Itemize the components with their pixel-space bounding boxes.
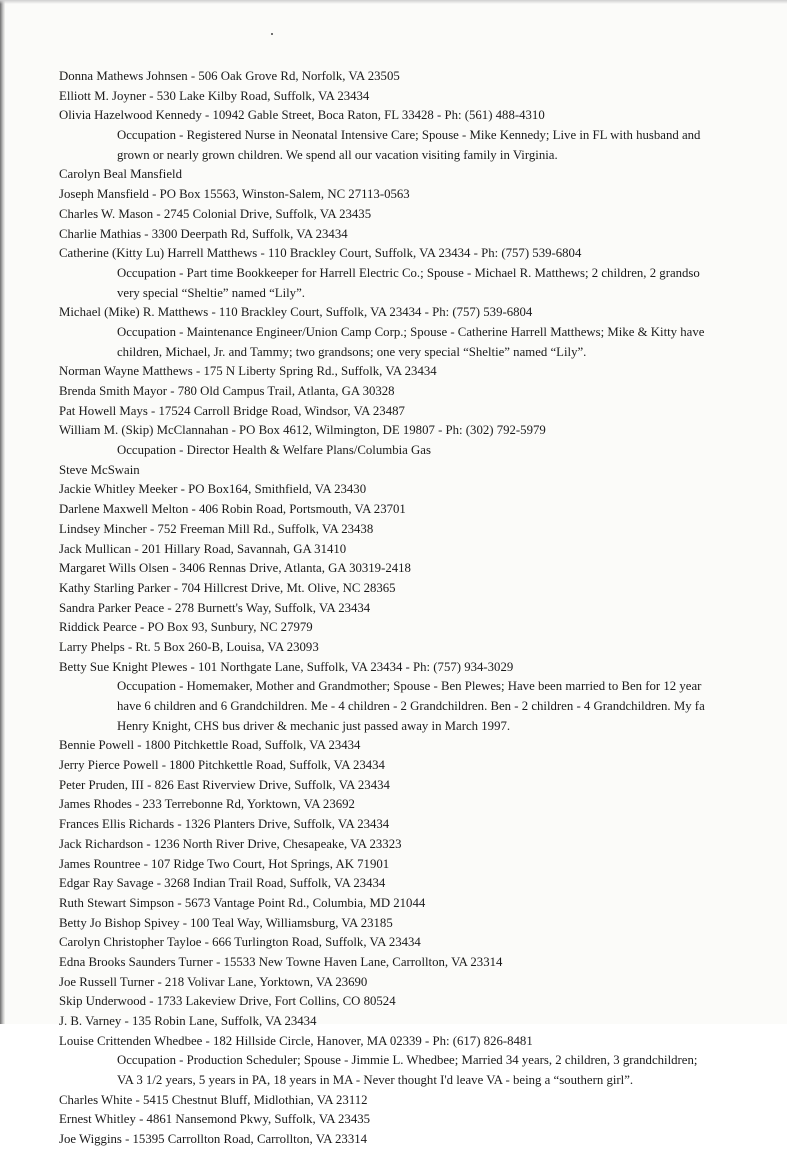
entry-name-address: Lindsey Mincher - 752 Freeman Mill Rd., Suffolk, VA 23438 — [59, 521, 374, 536]
directory-entry — [59, 992, 787, 1012]
entry-name-address: Kathy Starling Parker - 704 Hillcrest Drive, Mt. Olive, NC 28365 — [59, 580, 396, 595]
entry-name-address: Peter Pruden, III - 826 East Riverview Drive, Suffolk, VA 23434 — [59, 777, 390, 792]
directory-entry — [59, 382, 787, 402]
directory-entry — [59, 1130, 787, 1150]
directory-entry — [59, 1110, 787, 1130]
entry-name-address: Pat Howell Mays - 17524 Carroll Bridge Road, Windsor, VA 23487 — [59, 403, 405, 418]
entry-name-address: Jack Richardson - 1236 North River Drive, Chesapeake, VA 23323 — [59, 836, 402, 851]
entry-name-address: Betty Jo Bishop Spivey - 100 Teal Way, Williamsburg, VA 23185 — [59, 915, 393, 930]
entry-name-address: Joe Wiggins - 15395 Carrollton Road, Carrollton, VA 23314 — [59, 1132, 368, 1147]
entry-name-address: Charlie Mathias - 3300 Deerpath Rd, Suffolk, VA 23434 — [59, 226, 348, 241]
directory-entry — [59, 87, 787, 107]
directory-entry — [59, 303, 787, 362]
entry-name-address: Ruth Stewart Simpson - 5673 Vantage Point Rd., Columbia, MD 21044 — [59, 895, 426, 910]
entry-name-address: Edgar Ray Savage - 3268 Indian Trail Road, Suffolk, VA 23434 — [59, 876, 386, 891]
directory-entry — [59, 973, 787, 993]
directory-entry — [59, 579, 787, 599]
entry-name-address: Riddick Pearce - PO Box 93, Sunbury, NC 27979 — [59, 620, 313, 635]
entry-detail-line: very special “Sheltie” named “Lily”. — [117, 285, 305, 300]
directory-entry — [59, 67, 787, 87]
directory-entry — [59, 658, 787, 737]
entry-name-address: Steve McSwain — [59, 462, 140, 477]
directory-entry — [59, 618, 787, 638]
entry-detail-line: have 6 children and 6 Grandchildren. Me - 4 children - 2 Grandchildren. Ben - 2 children - 4 Grandchildren. My fa — [117, 699, 705, 713]
scanned-page-edge — [0, 0, 5, 1024]
directory-entry — [59, 520, 787, 540]
directory-entry — [59, 225, 787, 245]
alumni-directory-list — [59, 67, 787, 1150]
directory-entry — [59, 461, 787, 481]
directory-entry — [59, 244, 787, 303]
directory-entry — [59, 736, 787, 756]
directory-entry — [59, 874, 787, 894]
directory-entry — [59, 402, 787, 422]
entry-name-address: Frances Ellis Richards - 1326 Planters Drive, Suffolk, VA 23434 — [59, 817, 390, 832]
directory-entry — [59, 185, 787, 205]
scan-speck — [271, 33, 273, 35]
entry-name-address: Charles White - 5415 Chestnut Bluff, Midlothian, VA 23112 — [59, 1092, 368, 1107]
directory-entry — [59, 599, 787, 619]
directory-entry — [59, 421, 787, 460]
directory-entry — [59, 205, 787, 225]
entry-name-address: Joseph Mansfield - PO Box 15563, Winston-Salem, NC 27113-0563 — [59, 187, 410, 202]
directory-entry — [59, 953, 787, 973]
directory-entry — [59, 855, 787, 875]
entry-detail-line: Occupation - Director Health & Welfare Plans/Columbia Gas — [117, 443, 431, 458]
entry-name-address: Norman Wayne Matthews - 175 N Liberty Spring Rd., Suffolk, VA 23434 — [59, 364, 437, 379]
directory-entry — [59, 776, 787, 796]
entry-name-address: James Rhodes - 233 Terrebonne Rd, Yorktown, VA 23692 — [59, 797, 355, 812]
directory-entry — [59, 1091, 787, 1111]
entry-name-address: Brenda Smith Mayor - 780 Old Campus Trail, Atlanta, GA 30328 — [59, 384, 395, 398]
entry-name-address: Louise Crittenden Whedbee - 182 Hillside Circle, Hanover, MA 02339 - Ph: (617) 826-8481 — [59, 1033, 533, 1048]
entry-detail-line: Occupation - Homemaker, Mother and Grandmother; Spouse - Ben Plewes; Have been married to Ben for 12 year — [117, 679, 702, 694]
entry-name-address: Edna Brooks Saunders Turner - 15533 New Towne Haven Lane, Carrollton, VA 23314 — [59, 954, 503, 969]
entry-detail-line: grown or nearly grown children. We spend all our vacation visiting family in Virginia. — [117, 147, 558, 162]
entry-name-address: Bennie Powell - 1800 Pitchkettle Road, Suffolk, VA 23434 — [59, 738, 361, 753]
entry-name-address: Charles W. Mason - 2745 Colonial Drive, Suffolk, VA 23435 — [59, 206, 372, 221]
entry-name-address: Jerry Pierce Powell - 1800 Pitchkettle Road, Suffolk, VA 23434 — [59, 758, 385, 773]
entry-name-address: William M. (Skip) McClannahan - PO Box 4612, Wilmington, DE 19807 - Ph: (302) 792-5979 — [59, 423, 546, 438]
directory-entry — [59, 480, 787, 500]
entry-name-address: Jack Mullican - 201 Hillary Road, Savannah, GA 31410 — [59, 541, 347, 556]
entry-name-address: Joe Russell Turner - 218 Volivar Lane, Yorktown, VA 23690 — [59, 974, 368, 989]
scanned-top-edge — [0, 0, 787, 4]
entry-name-address: Elliott M. Joyner - 530 Lake Kilby Road, Suffolk, VA 23434 — [59, 88, 370, 103]
entry-name-address: Skip Underwood - 1733 Lakeview Drive, Fort Collins, CO 80524 — [59, 994, 396, 1009]
directory-entry — [59, 933, 787, 953]
entry-name-address: Carolyn Christopher Tayloe - 666 Turlington Road, Suffolk, VA 23434 — [59, 935, 421, 950]
directory-entry — [59, 165, 787, 185]
entry-detail-line: Occupation - Maintenance Engineer/Union Camp Corp.; Spouse - Catherine Harrell Matthews; Mike & Kitty have — [117, 324, 705, 339]
entry-detail-line: Henry Knight, CHS bus driver & mechanic just passed away in March 1997. — [117, 718, 511, 733]
directory-entry — [59, 756, 787, 776]
directory-entry — [59, 559, 787, 579]
entry-name-address: Margaret Wills Olsen - 3406 Rennas Drive, Atlanta, GA 30319-2418 — [59, 561, 411, 576]
entry-name-address: Carolyn Beal Mansfield — [59, 167, 182, 182]
entry-name-address: Sandra Parker Peace - 278 Burnett's Way, Suffolk, VA 23434 — [59, 600, 371, 615]
directory-entry — [59, 1032, 787, 1091]
directory-entry — [59, 914, 787, 934]
directory-entry — [59, 815, 787, 835]
entry-name-address: James Rountree - 107 Ridge Two Court, Hot Springs, AK 71901 — [59, 856, 390, 871]
entry-name-address: Larry Phelps - Rt. 5 Box 260-B, Louisa, VA 23093 — [59, 639, 319, 654]
entry-detail-line: Occupation - Registered Nurse in Neonatal Intensive Care; Spouse - Mike Kennedy; Live in FL with husband and — [117, 128, 701, 143]
entry-name-address: Jackie Whitley Meeker - PO Box164, Smithfield, VA 23430 — [59, 482, 367, 497]
entry-name-address: Ernest Whitley - 4861 Nansemond Pkwy, Suffolk, VA 23435 — [59, 1112, 371, 1127]
entry-name-address: Darlene Maxwell Melton - 406 Robin Road, Portsmouth, VA 23701 — [59, 502, 406, 517]
entry-detail-line: VA 3 1/2 years, 5 years in PA, 18 years in MA - Never thought I'd leave VA - being a “southern girl”. — [117, 1073, 634, 1088]
entry-name-address: Catherine (Kitty Lu) Harrell Matthews - 110 Brackley Court, Suffolk, VA 23434 - Ph: (757) 539-6804 — [59, 246, 582, 261]
entry-name-address: Betty Sue Knight Plewes - 101 Northgate Lane, Suffolk, VA 23434 - Ph: (757) 934-3029 — [59, 659, 514, 674]
directory-entry — [59, 795, 787, 815]
entry-name-address: Michael (Mike) R. Matthews - 110 Brackley Court, Suffolk, VA 23434 - Ph: (757) 539-6804 — [59, 305, 533, 320]
entry-detail-line: children, Michael, Jr. and Tammy; two grandsons; one very special “Sheltie” named “Lily”. — [117, 344, 587, 359]
directory-entry — [59, 894, 787, 914]
entry-detail-line: Occupation - Production Scheduler; Spouse - Jimmie L. Whedbee; Married 34 years, 2 children, 3 grandchildren; — [117, 1053, 698, 1068]
directory-entry — [59, 362, 787, 382]
entry-name-address: Olivia Hazelwood Kennedy - 10942 Gable Street, Boca Raton, FL 33428 - Ph: (561) 488-4310 — [59, 108, 545, 123]
directory-entry — [59, 500, 787, 520]
entry-name-address: Donna Mathews Johnsen - 506 Oak Grove Rd, Norfolk, VA 23505 — [59, 69, 400, 83]
directory-entry — [59, 106, 787, 165]
directory-entry — [59, 835, 787, 855]
entry-name-address: J. B. Varney - 135 Robin Lane, Suffolk, VA 23434 — [59, 1014, 317, 1028]
directory-entry — [59, 1012, 787, 1032]
directory-entry — [59, 540, 787, 560]
directory-entry — [59, 638, 787, 658]
entry-detail-line: Occupation - Part time Bookkeeper for Harrell Electric Co.; Spouse - Michael R. Matthews; 2 children, 2 grandso — [117, 265, 700, 280]
